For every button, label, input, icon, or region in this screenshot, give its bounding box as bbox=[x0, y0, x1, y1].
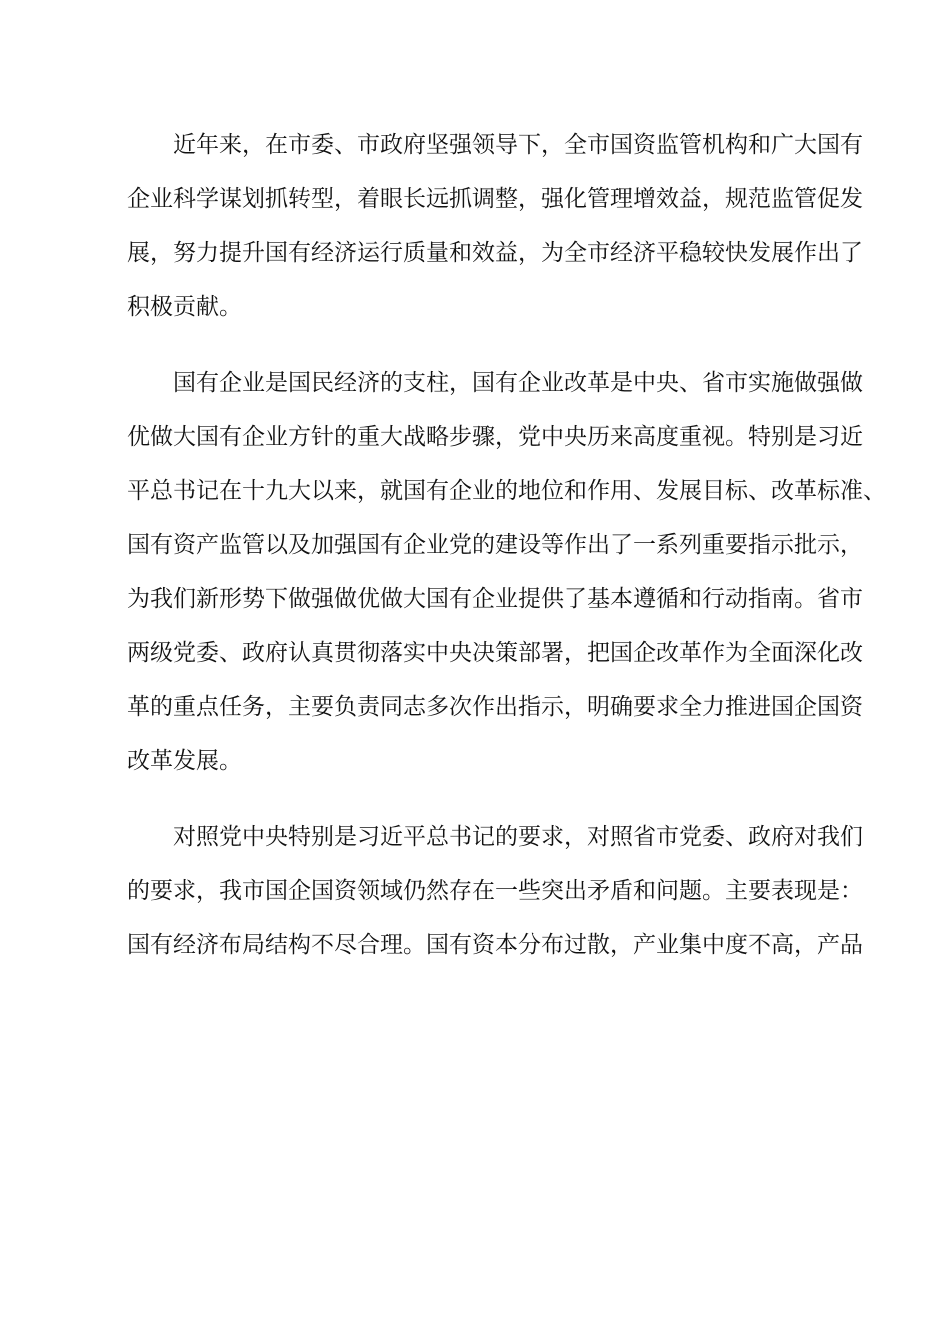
text-line: 革的重点任务，主要负责同志多次作出指示，明确要求全力推进国企国资 bbox=[127, 694, 863, 720]
text-line: 国有经济布局结构不尽合理。国有资本分布过散，产业集中度不高，产品 bbox=[127, 932, 863, 958]
paragraph-1 bbox=[127, 118, 863, 334]
text-line: 国有企业是国民经济的支柱，国有企业改革是中央、省市实施做强做 bbox=[173, 370, 863, 396]
text-line: 展，努力提升国有经济运行质量和效益，为全市经济平稳较快发展作出了 bbox=[127, 240, 863, 266]
text-line: 改革发展。 bbox=[127, 748, 242, 774]
paragraph-spacer bbox=[127, 334, 847, 356]
text-line: 的要求，我市国企国资领域仍然存在一些突出矛盾和问题。主要表现是： bbox=[127, 878, 863, 904]
paragraph-3 bbox=[127, 810, 863, 972]
text-line: 平总书记在十九大以来，就国有企业的地位和作用、发展目标、改革标准、 bbox=[127, 478, 886, 504]
text-line: 国有资产监管以及加强国有企业党的建设等作出了一系列重要指示批示， bbox=[127, 532, 863, 558]
paragraph-2 bbox=[127, 356, 886, 788]
text-line: 为我们新形势下做强做优做大国有企业提供了基本遵循和行动指南。省市 bbox=[127, 586, 863, 612]
text-line: 两级党委、政府认真贯彻落实中央决策部署，把国企改革作为全面深化改 bbox=[127, 640, 863, 666]
text-line: 积极贡献。 bbox=[127, 294, 242, 320]
text-line: 优做大国有企业方针的重大战略步骤，党中央历来高度重视。特别是习近 bbox=[127, 424, 863, 450]
text-line: 近年来，在市委、市政府坚强领导下，全市国资监管机构和广大国有 bbox=[173, 132, 863, 158]
text-line: 企业科学谋划抓转型，着眼长远抓调整，强化管理增效益，规范监管促发 bbox=[127, 186, 863, 212]
text-line: 对照党中央特别是习近平总书记的要求，对照省市党委、政府对我们 bbox=[173, 824, 863, 850]
document-body bbox=[127, 118, 886, 972]
paragraph-spacer bbox=[127, 788, 847, 810]
